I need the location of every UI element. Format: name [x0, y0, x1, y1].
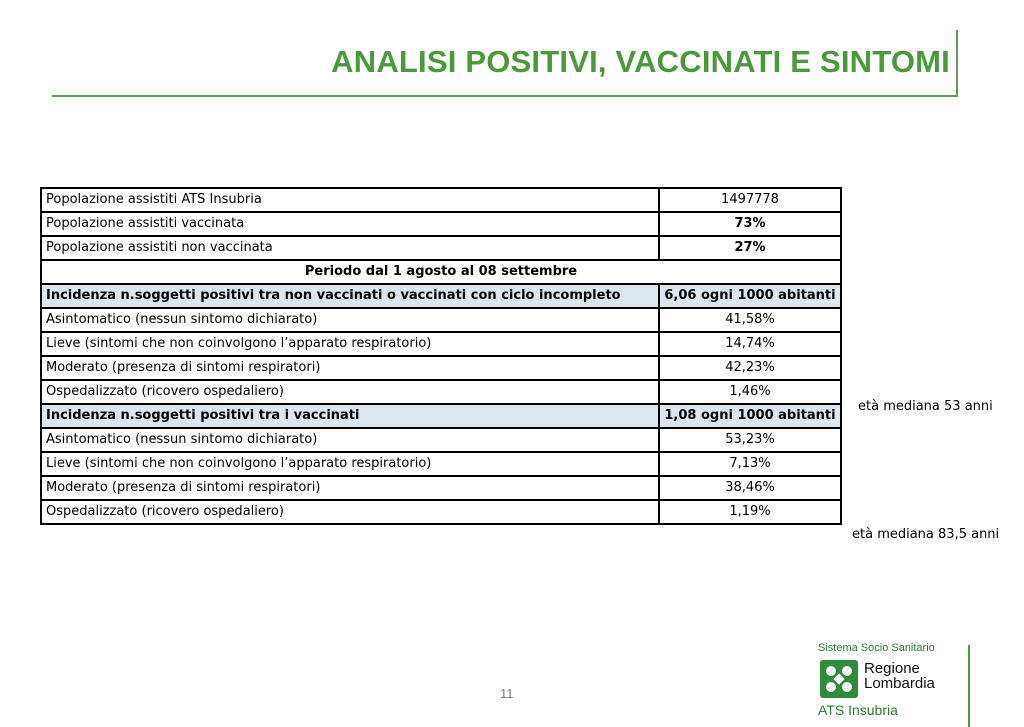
page-title: ANALISI POSITIVI, VACCINATI E SINTOMI: [331, 44, 950, 79]
logo-caption: Sistema Socio Sanitario: [818, 642, 935, 654]
row-value: 27%: [659, 236, 841, 260]
regione-lombardia-logo-icon: [820, 660, 858, 698]
row-label: Ospedalizzato (ricovero ospedaliero): [41, 380, 659, 404]
section-label: Incidenza n.soggetti positivi tra i vaccinati: [41, 404, 659, 428]
section-label: Incidenza n.soggetti positivi tra non vaccinati o vaccinati con ciclo incompleto: [41, 284, 659, 308]
row-value: 1,19%: [659, 500, 841, 524]
row-value: 14,74%: [659, 332, 841, 356]
table-row: [41, 212, 841, 236]
row-value: 38,46%: [659, 476, 841, 500]
row-label: Popolazione assistiti non vaccinata: [41, 236, 659, 260]
row-value: 53,23%: [659, 428, 841, 452]
title-side-divider: [956, 30, 958, 97]
table-row: [41, 356, 841, 380]
row-value: 7,13%: [659, 452, 841, 476]
logo-wordmark: [864, 661, 935, 691]
title-underline: [52, 95, 958, 97]
period-label: Periodo dal 1 agosto al 08 settembre: [41, 260, 841, 284]
table-row: [41, 476, 841, 500]
row-label: Asintomatico (nessun sintomo dichiarato): [41, 308, 659, 332]
row-label: Popolazione assistiti ATS Insubria: [41, 188, 659, 212]
row-label: Ospedalizzato (ricovero ospedaliero): [41, 500, 659, 524]
page-number: 11: [500, 686, 514, 701]
table-row: [41, 236, 841, 260]
logo-ats-label: ATS Insubria: [818, 702, 898, 718]
table-row: [41, 308, 841, 332]
median-age-vaccinated-note: età mediana 83,5 anni: [852, 527, 1000, 542]
table-row: [41, 452, 841, 476]
logo-line-lombardia: Lombardia: [864, 675, 935, 692]
row-label: Asintomatico (nessun sintomo dichiarato): [41, 428, 659, 452]
logo-line-regione: Regione: [864, 660, 920, 677]
section-value: 1,08 ogni 1000 abitanti: [659, 404, 841, 428]
table-row: [41, 188, 841, 212]
row-value: 1497778: [659, 188, 841, 212]
row-label: Popolazione assistiti vaccinata: [41, 212, 659, 236]
section-header-row: [41, 404, 841, 428]
row-label: Lieve (sintomi che non coinvolgono l’apparato respiratorio): [41, 452, 659, 476]
row-label: Moderato (presenza di sintomi respiratori): [41, 476, 659, 500]
row-value: 42,23%: [659, 356, 841, 380]
median-age-unvaccinated-note: età mediana 53 anni: [858, 399, 993, 414]
section-value: 6,06 ogni 1000 abitanti: [659, 284, 841, 308]
section-header-row: [41, 284, 841, 308]
row-value: 73%: [659, 212, 841, 236]
table-row: [41, 500, 841, 524]
period-row: [41, 260, 841, 284]
row-value: 41,58%: [659, 308, 841, 332]
table-row: [41, 380, 841, 404]
row-value: 1,46%: [659, 380, 841, 404]
row-label: Lieve (sintomi che non coinvolgono l’apparato respiratorio): [41, 332, 659, 356]
table-row: [41, 332, 841, 356]
statistics-table: [40, 187, 842, 525]
row-label: Moderato (presenza di sintomi respiratori): [41, 356, 659, 380]
table-row: [41, 428, 841, 452]
logo-divider: [968, 645, 970, 727]
